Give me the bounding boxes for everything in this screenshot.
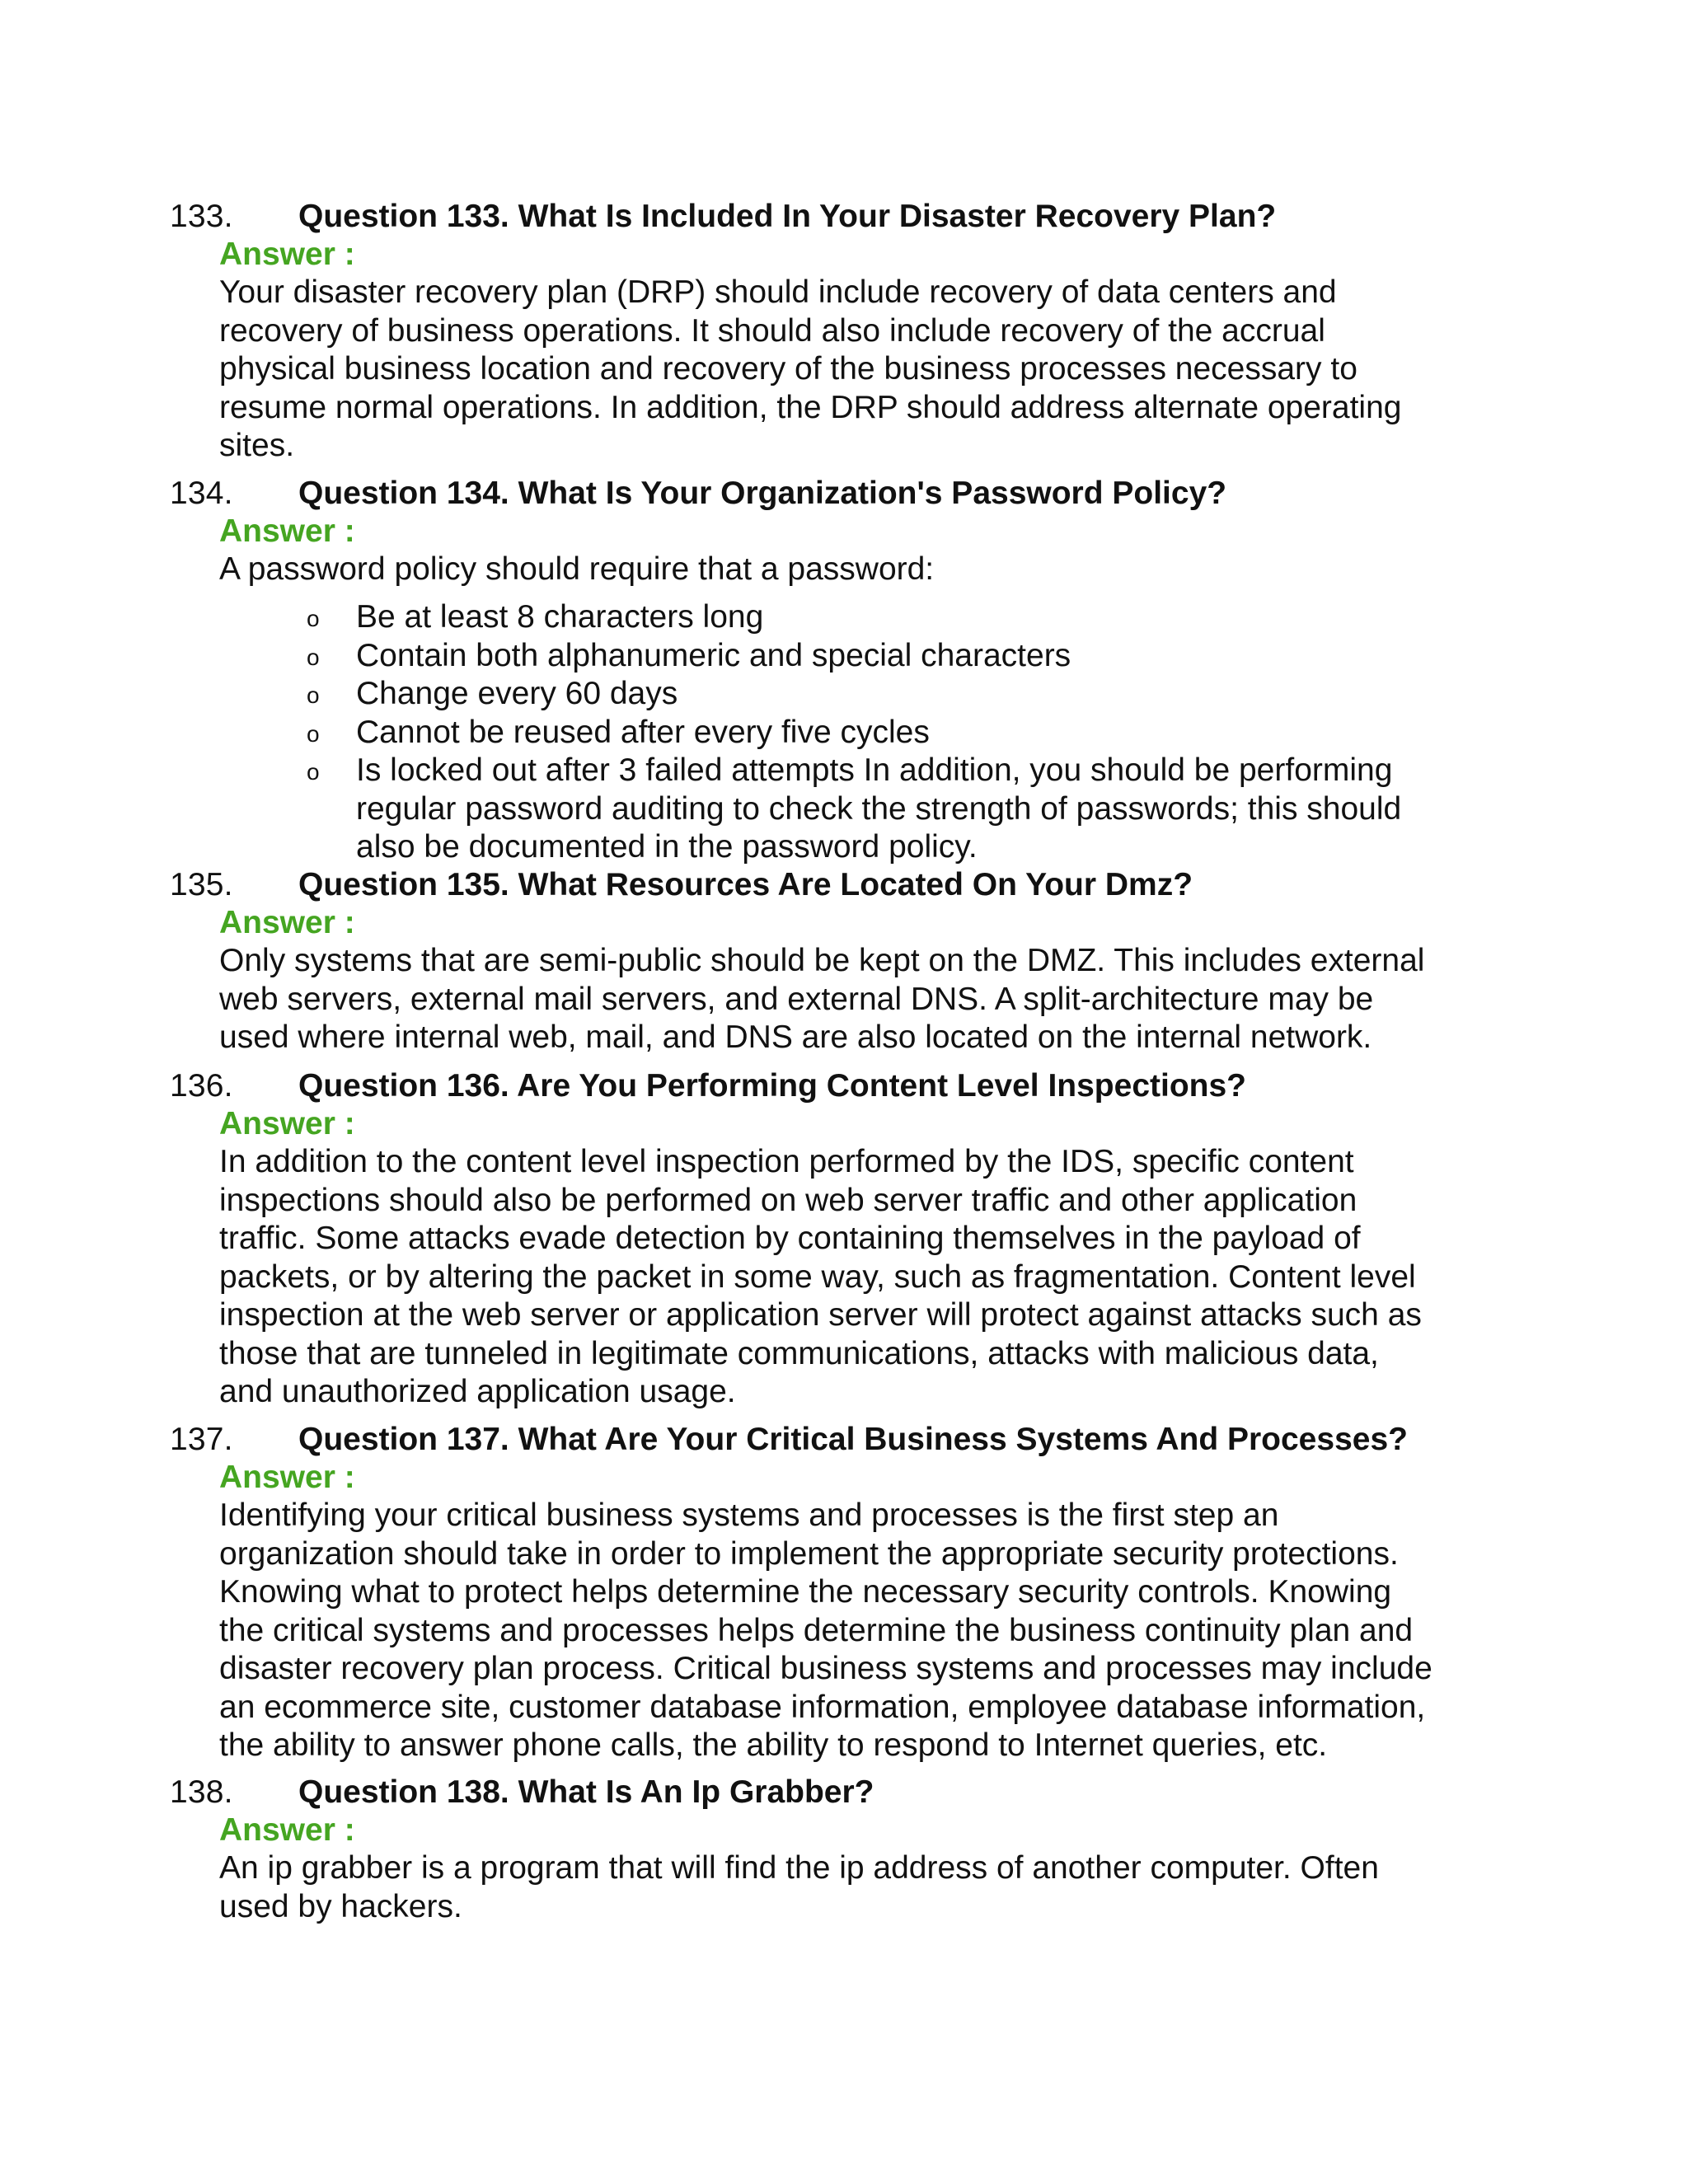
answer-label: Answer : bbox=[219, 513, 355, 549]
question-title: Question 133. What Is Included In Your Disaster Recovery Plan? bbox=[298, 199, 1277, 234]
answer-body: Only systems that are semi-public should be kept on the DMZ. This includes external web servers, external mail servers, and external DNS. A split-architecture may be used where internal web, mail, and DNS are also located on the internal network. bbox=[219, 943, 1425, 1055]
list-item-text: Contain both alphanumeric and special characters bbox=[356, 637, 1071, 673]
list-item bbox=[302, 714, 1505, 752]
question-number: 138. bbox=[170, 1774, 233, 1810]
bullet-marker: o bbox=[307, 682, 320, 708]
answer-label: Answer : bbox=[219, 237, 355, 272]
question-heading bbox=[0, 196, 1688, 237]
question-number: 136. bbox=[170, 1068, 233, 1104]
question-heading bbox=[0, 1419, 1688, 1460]
answer-label: Answer : bbox=[219, 1812, 355, 1848]
question-title: Question 134. What Is Your Organization's Password Policy? bbox=[298, 476, 1227, 511]
answer-body: An ip grabber is a program that will find the ip address of another computer. Often used by hackers. bbox=[219, 1850, 1379, 1924]
answer-label: Answer : bbox=[219, 1106, 355, 1141]
password-requirements-list bbox=[302, 598, 1505, 867]
bullet-marker: o bbox=[307, 644, 320, 670]
list-item bbox=[302, 752, 1505, 867]
question-number: 134. bbox=[170, 476, 233, 511]
answer-body: A password policy should require that a password: bbox=[219, 551, 935, 587]
answer-body: Your disaster recovery plan (DRP) should include recovery of data centers and recovery of business operations. It should also include recovery of the accrual physical business location and recovery of the business processes necessary to resume normal operations. In addition, the DRP should address alternate operating sites. bbox=[219, 274, 1402, 463]
list-item bbox=[302, 598, 1505, 637]
bullet-marker: o bbox=[307, 720, 320, 747]
bullet-marker: o bbox=[307, 606, 320, 631]
list-item bbox=[302, 637, 1505, 676]
list-item-text: Change every 60 days bbox=[356, 676, 678, 711]
question-title: Question 137. What Are Your Critical Business Systems And Processes? bbox=[298, 1422, 1408, 1457]
answer-body: Identifying your critical business systems and processes is the first step an organization should take in order to implement the appropriate security protections. Knowing what to protect helps determine the necessary security controls. Knowing the critical systems and processes helps determine the business continuity plan and disaster recovery plan process. Critical business systems and processes may include an ecommerce site, customer database information, employee database information, the ability to answer phone calls, the ability to respond to Internet queries, etc. bbox=[219, 1497, 1432, 1763]
bullet-marker: o bbox=[307, 759, 320, 785]
question-heading bbox=[0, 865, 1688, 906]
question-number: 135. bbox=[170, 867, 233, 902]
list-item-text: Is locked out after 3 failed attempts In addition, you should be performing regular password auditing to check the strength of passwords; this should also be documented in the password policy. bbox=[356, 752, 1402, 865]
answer-label: Answer : bbox=[219, 1460, 355, 1495]
question-number: 137. bbox=[170, 1422, 233, 1457]
answer-label: Answer : bbox=[219, 905, 355, 940]
list-item bbox=[302, 675, 1505, 714]
question-heading bbox=[0, 473, 1688, 514]
answer-body: In addition to the content level inspection performed by the IDS, specific content inspections should also be performed on web server traffic and other application traffic. Some attacks evade detection by containing themselves in the payload of packets, or by altering the packet in some way, such as fragmentation. Content level inspection at the web server or application server will protect against attacks such as those that are tunneled in legitimate communications, attacks with malicious data, and unauthorized application usage. bbox=[219, 1144, 1422, 1409]
question-number: 133. bbox=[170, 199, 233, 234]
question-heading bbox=[0, 1772, 1688, 1813]
list-item-text: Be at least 8 characters long bbox=[356, 599, 764, 635]
question-title: Question 135. What Resources Are Located On Your Dmz? bbox=[298, 867, 1193, 902]
question-title: Question 136. Are You Performing Content Level Inspections? bbox=[298, 1068, 1246, 1104]
question-heading bbox=[0, 1066, 1688, 1107]
question-title: Question 138. What Is An Ip Grabber? bbox=[298, 1774, 874, 1810]
list-item-text: Cannot be reused after every five cycles bbox=[356, 714, 930, 750]
